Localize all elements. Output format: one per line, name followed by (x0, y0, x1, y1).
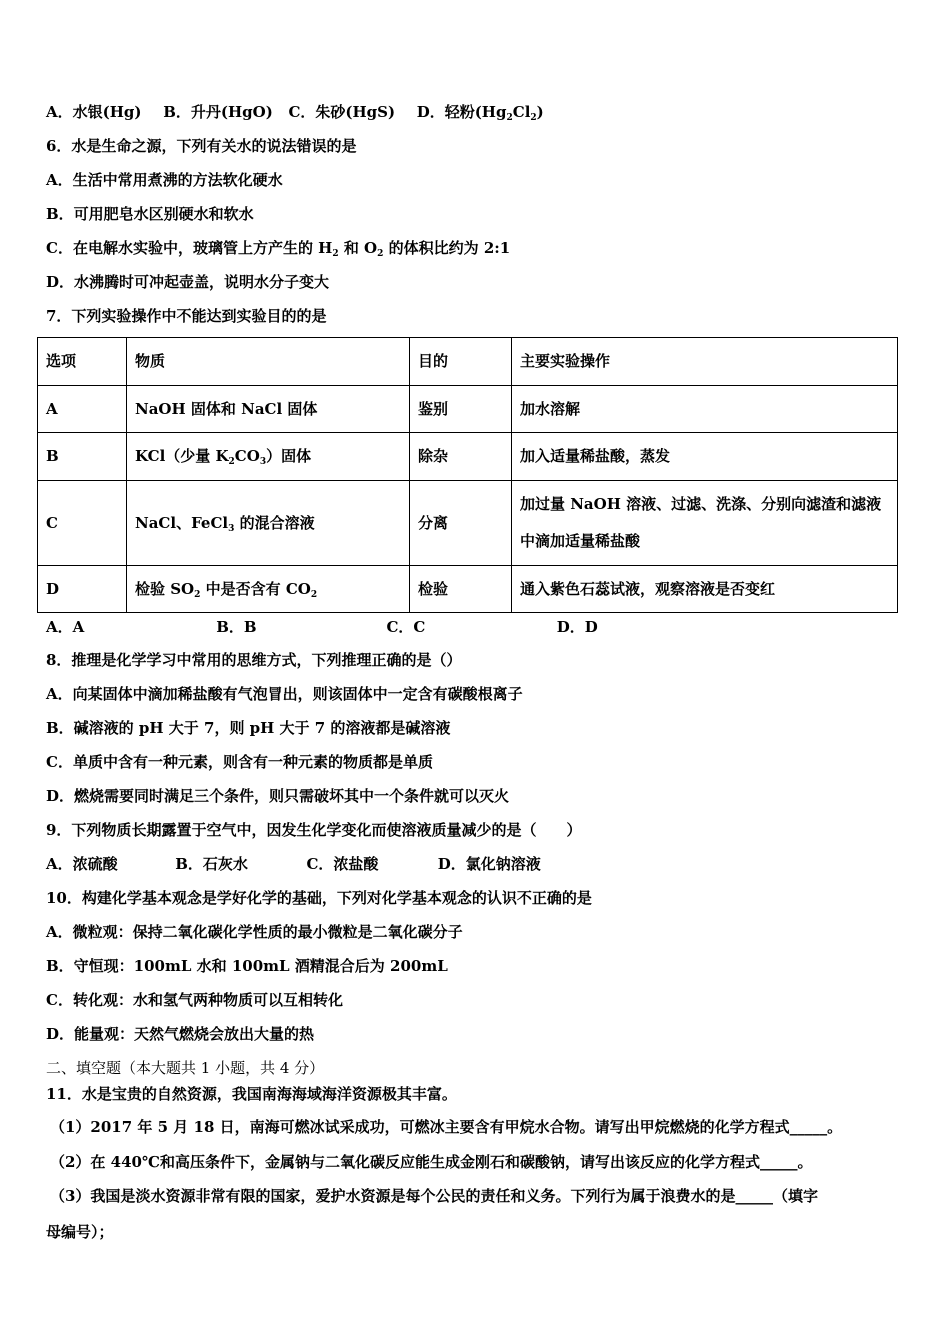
row-a-purpose: 鉴别 (410, 386, 512, 433)
table-row (38, 386, 898, 433)
row-c-operation (512, 481, 898, 566)
q5-option-b: B．升丹(HgO) (163, 103, 273, 121)
section2-heading: 二、填空题（本大题共 1 小题，共 4 分） (46, 1059, 325, 1077)
q8-stem: 8．推理是化学学习中常用的思维方式，下列推理正确的是（） (46, 651, 462, 669)
q10-option-b: B．守恒现：100mL 水和 100mL 酒精混合后为 200mL (46, 957, 448, 975)
row-c-operation-line2: 中滴加适量稀盐酸 (520, 532, 641, 550)
q10-stem: 10．构建化学基本观念是学好化学的基础，下列对化学基本观念的认识不正确的是 (46, 889, 592, 907)
q6-option-c: C．在电解水实验中，玻璃管上方产生的 $H_2$ 和 $O_2$ 的体积比约为 2:1 (46, 239, 511, 259)
row-c-purpose: 分离 (410, 481, 512, 566)
row-d-substance: 检验 $SO_2$ 中是否含有 $CO_2$ (127, 566, 410, 613)
q7-answer-d: D．D (556, 618, 598, 636)
row-c-option: C (38, 481, 127, 566)
q5-option-d: D．轻粉$(Hg_2Cl_2)$ (416, 103, 544, 123)
q11-part2: （2）在 440℃和高压条件下，金属钠与二氧化碳反应能生成金刚石和碳酸钠，请写出该反应的化学方程式_____。 (50, 1153, 813, 1171)
table-row (38, 481, 898, 566)
q6-option-a: A．生活中常用煮沸的方法软化硬水 (46, 171, 283, 189)
q11-part1: （1）2017 年 5 月 18 日，南海可燃冰试采成功，可燃冰主要含有甲烷水合物。请写出甲烷燃烧的化学方程式_____。 (50, 1118, 843, 1136)
q7-answer-c: C．C (386, 618, 426, 636)
header-substance: 物质 (127, 338, 410, 386)
header-option: 选项 (38, 338, 127, 386)
header-purpose: 目的 (410, 338, 512, 386)
row-c-substance: NaCl、FeCl$_3$ 的混合溶液 (127, 481, 410, 566)
table-row (38, 566, 898, 613)
q11-part3-line1: （3）我国是淡水资源非常有限的国家，爱护水资源是每个公民的责任和义务。下列行为属于浪费水的是_____（填字 (50, 1187, 818, 1205)
q11-part3-line2: 母编号）； (46, 1223, 114, 1241)
q8-option-a: A．向某固体中滴加稀盐酸有气泡冒出，则该固体中一定含有碳酸根离子 (46, 685, 523, 703)
q6-option-d: D．水沸腾时可冲起壶盖，说明水分子变大 (46, 273, 330, 291)
table-header-row (38, 338, 898, 386)
q9-stem: 9．下列物质长期露置于空气中，因发生化学变化而使溶液质量减少的是（ ） (46, 821, 582, 839)
q8-option-c: C．单质中含有一种元素，则含有一种元素的物质都是单质 (46, 753, 433, 771)
experiment-table (37, 337, 898, 613)
q8-option-b: B．碱溶液的 pH 大于 7，则 pH 大于 7 的溶液都是碱溶液 (46, 719, 451, 737)
q11-stem: 11．水是宝贵的自然资源，我国南海海域海洋资源极其丰富。 (46, 1085, 457, 1103)
q7-answer-b: B．B (216, 618, 257, 636)
row-c-operation-line1: 加过量 NaOH 溶液、过滤、洗涤、分别向滤渣和滤液 (520, 495, 882, 513)
header-operation: 主要实验操作 (512, 338, 898, 386)
row-d-purpose: 检验 (410, 566, 512, 613)
q5-options (46, 102, 544, 122)
row-b-option: B (38, 433, 127, 481)
row-b-substance: KCl（少量 $K_2CO_3$）固体 (127, 433, 410, 481)
q9-option-a: A．浓硫酸 (46, 855, 118, 873)
q9-options (46, 854, 541, 874)
row-b-purpose: 除杂 (410, 433, 512, 481)
q10-option-a: A．微粒观：保持二氧化碳化学性质的最小微粒是二氧化碳分子 (46, 923, 463, 941)
q5-option-c: C．朱砂(HgS) (288, 103, 396, 121)
row-d-option: D (38, 566, 127, 613)
row-b-operation: 加入适量稀盐酸，蒸发 (512, 433, 898, 481)
q6-stem: 6．水是生命之源，下列有关水的说法错误的是 (46, 137, 357, 155)
row-d-operation: 通入紫色石蕊试液，观察溶液是否变红 (512, 566, 898, 613)
q5-option-a: A．水银(Hg) (46, 103, 142, 121)
q10-option-c: C．转化观：水和氢气两种物质可以互相转化 (46, 991, 343, 1009)
row-a-operation: 加水溶解 (512, 386, 898, 433)
q9-option-b: B．石灰水 (175, 855, 248, 873)
table-row (38, 433, 898, 481)
q6-option-b: B．可用肥皂水区别硬水和软水 (46, 205, 254, 223)
q8-option-d: D．燃烧需要同时满足三个条件，则只需破坏其中一个条件就可以灭火 (46, 787, 510, 805)
q7-answer-options (46, 617, 598, 637)
q9-option-d: D．氯化钠溶液 (437, 855, 541, 873)
row-a-substance: NaOH 固体和 NaCl 固体 (127, 386, 410, 433)
q7-stem: 7．下列实验操作中不能达到实验目的的是 (46, 307, 327, 325)
q7-answer-a: A．A (46, 618, 85, 636)
q10-option-d: D．能量观：天然气燃烧会放出大量的热 (46, 1025, 315, 1043)
q9-option-c: C．浓盐酸 (306, 855, 379, 873)
row-a-option: A (38, 386, 127, 433)
